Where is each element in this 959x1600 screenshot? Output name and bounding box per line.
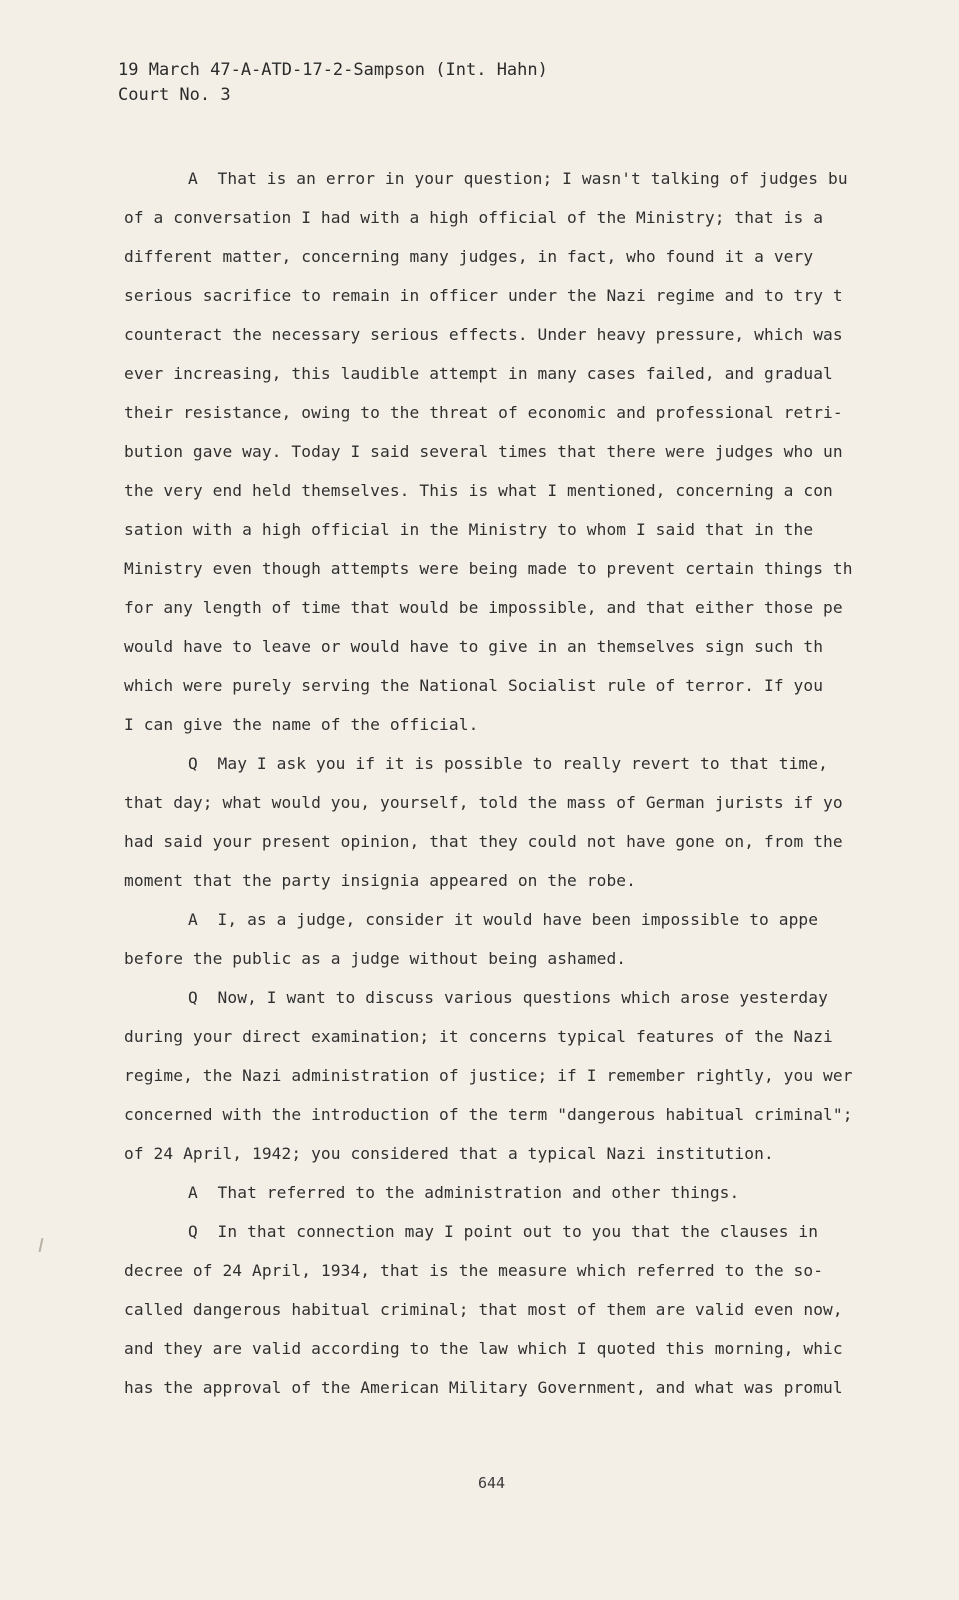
transcript-line: bution gave way. Today I said several times that there were judges who un [124, 442, 843, 461]
header-date-line: 19 March 47-A-ATD-17-2-Sampson (Int. Hahn) [118, 60, 548, 80]
transcript-line: regime, the Nazi administration of justice; if I remember rightly, you wer [124, 1066, 853, 1085]
transcript-line: of 24 April, 1942; you considered that a typical Nazi institution. [124, 1144, 774, 1163]
transcript-line: serious sacrifice to remain in officer under the Nazi regime and to try t [124, 286, 843, 305]
transcript-line: would have to leave or would have to give in an themselves sign such th [124, 637, 824, 656]
page-number: 644 [477, 1474, 506, 1492]
transcript-line: had said your present opinion, that they could not have gone on, from the [124, 832, 843, 851]
transcript-line: sation with a high official in the Ministry to whom I said that in the [124, 520, 814, 539]
transcript-line: Ministry even though attempts were being made to prevent certain things th [124, 559, 853, 578]
transcript-line: moment that the party insignia appeared on the robe. [124, 871, 636, 890]
transcript-line: Q Now, I want to discuss various questions which arose yesterday [188, 988, 828, 1007]
transcript-line: concerned with the introduction of the term "dangerous habitual criminal"; [124, 1105, 853, 1124]
transcript-line: counteract the necessary serious effects. Under heavy pressure, which was [124, 325, 843, 344]
transcript-line: before the public as a judge without being ashamed. [124, 949, 627, 968]
transcript-line: decree of 24 April, 1934, that is the measure which referred to the so- [124, 1261, 824, 1280]
transcript-line: that day; what would you, yourself, told the mass of German jurists if yo [124, 793, 843, 812]
transcript-line: ever increasing, this laudible attempt in many cases failed, and gradual [124, 364, 833, 383]
transcript-line: of a conversation I had with a high official of the Ministry; that is a [124, 208, 824, 227]
transcript-line: I can give the name of the official. [124, 715, 479, 734]
transcript-line: which were purely serving the National Socialist rule of terror. If you [124, 676, 824, 695]
header-court-line: Court No. 3 [118, 85, 231, 105]
transcript-line: different matter, concerning many judges, in fact, who found it a very [124, 247, 814, 266]
transcript-line: called dangerous habitual criminal; that most of them are valid even now, [124, 1300, 843, 1319]
transcript-line: Q In that connection may I point out to you that the clauses in [188, 1222, 819, 1241]
transcript-line: A I, as a judge, consider it would have been impossible to appe [188, 910, 819, 929]
document-header [118, 58, 548, 108]
transcript-line: Q May I ask you if it is possible to really revert to that time, [188, 754, 828, 773]
transcript-line: A That is an error in your question; I wasn't talking of judges bu [188, 169, 848, 188]
transcript-body [124, 159, 864, 1407]
transcript-line: their resistance, owing to the threat of economic and professional retri- [124, 403, 843, 422]
transcript-line: has the approval of the American Military Government, and what was promul [124, 1378, 843, 1397]
transcript-line: and they are valid according to the law which I quoted this morning, whic [124, 1339, 843, 1358]
transcript-line: for any length of time that would be impossible, and that either those pe [124, 598, 843, 617]
transcript-line: the very end held themselves. This is what I mentioned, concerning a con [124, 481, 833, 500]
transcript-line: during your direct examination; it concerns typical features of the Nazi [124, 1027, 833, 1046]
transcript-line: A That referred to the administration and other things. [188, 1183, 740, 1202]
margin-pencil-mark [39, 1238, 44, 1252]
